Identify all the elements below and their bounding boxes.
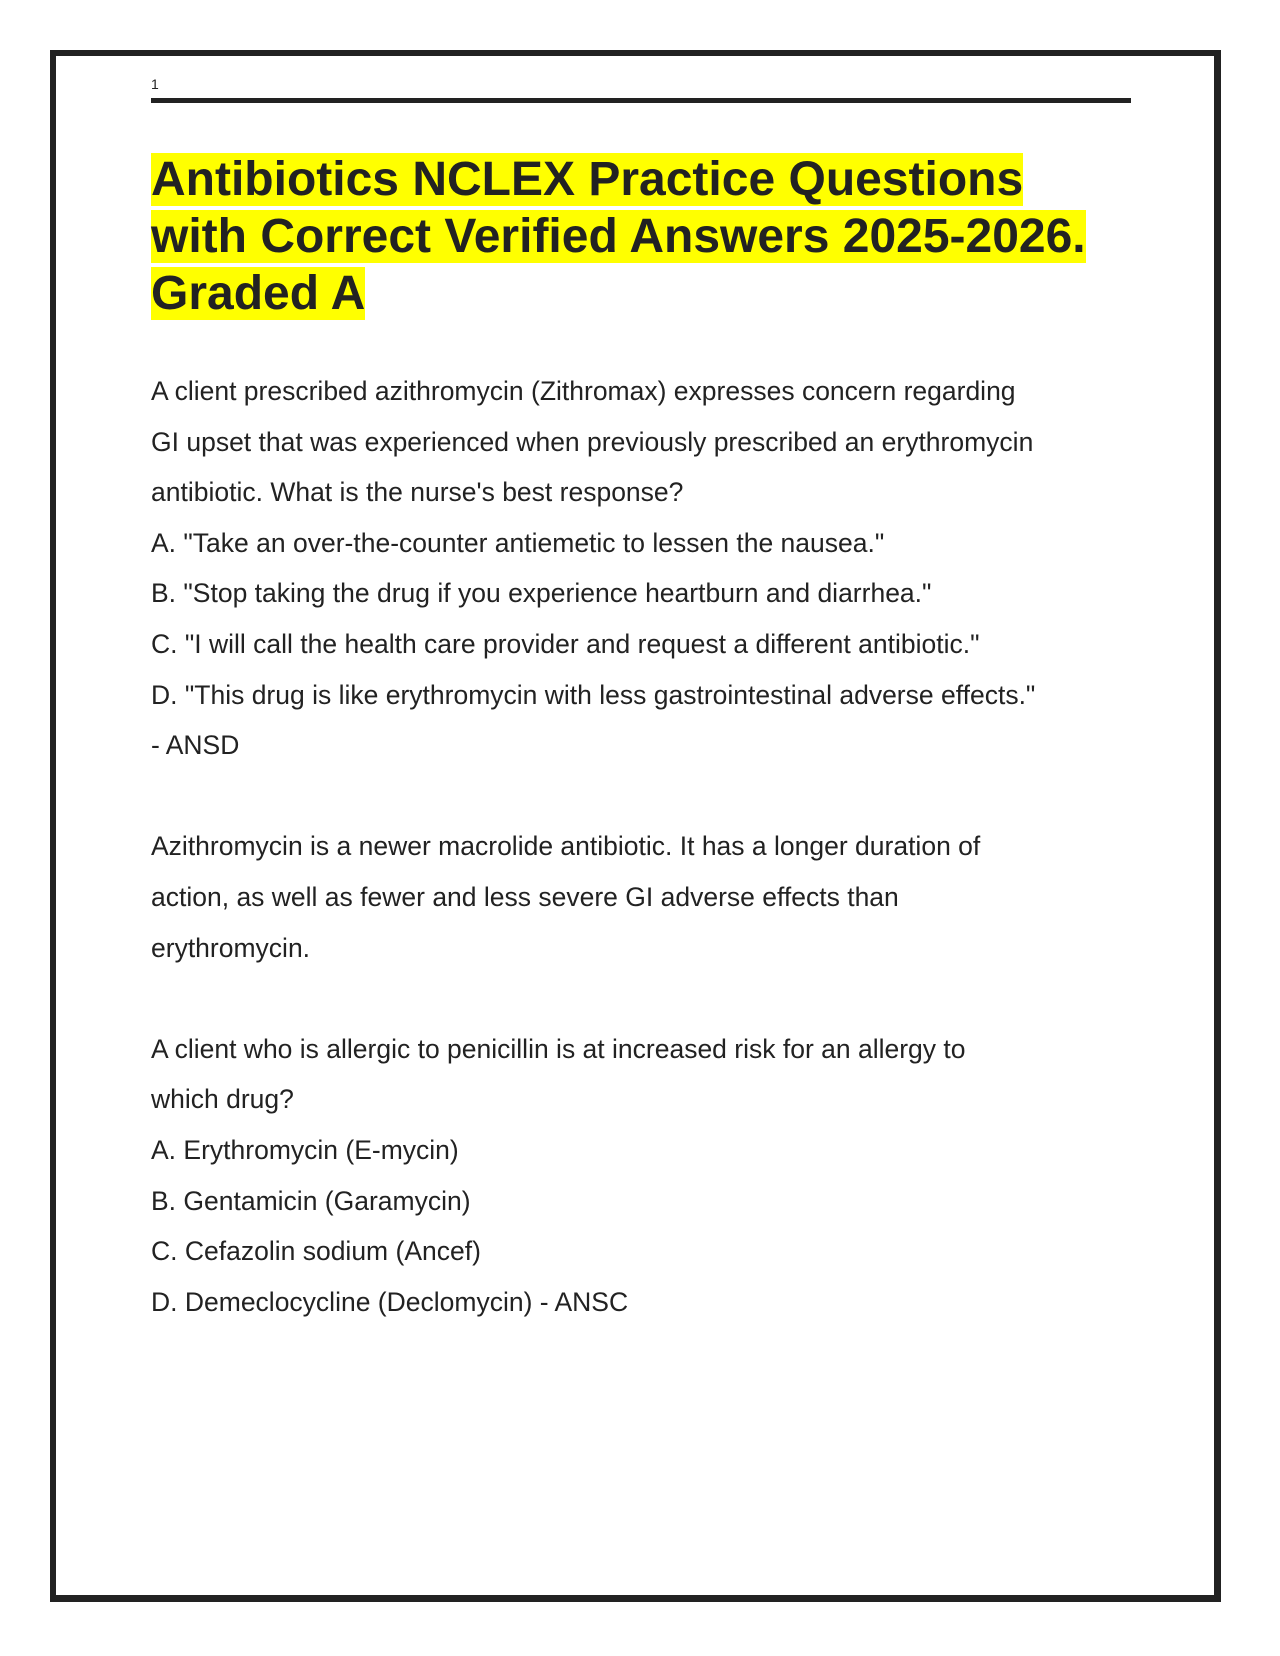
- answer-option-b: B. "Stop taking the drug if you experience heartburn and diarrhea.": [151, 578, 932, 609]
- question-stem-line: antibiotic. What is the nurse's best response?: [151, 477, 684, 508]
- document-content: [151, 76, 1131, 1327]
- answer-option-a: A. "Take an over-the-counter antiemetic to lessen the nausea.": [151, 527, 885, 558]
- page-number: 1: [151, 76, 159, 92]
- answer-option-b: B. Gentamicin (Garamycin): [151, 1185, 471, 1216]
- question-stem-line: A client prescribed azithromycin (Zithromax) expresses concern regarding: [151, 376, 1016, 406]
- rationale-line: action, as well as fewer and less severe GI adverse effects than: [151, 881, 899, 912]
- question-stem-line: which drug?: [151, 1084, 294, 1115]
- header-rule: [151, 98, 1131, 103]
- answer-option-c: C. Cefazolin sodium (Ancef): [151, 1236, 481, 1267]
- question-list: [151, 366, 1131, 1327]
- document-title-text: Antibiotics NCLEX Practice Questions with Correct Verified Answers 2025-2026. Graded A: [151, 153, 1086, 320]
- answer-option-c: C. "I will call the health care provider and request a different antibiotic.": [151, 628, 980, 659]
- answer-option-d: D. "This drug is like erythromycin with less gastrointestinal adverse effects.": [151, 679, 1036, 710]
- rationale-line: Azithromycin is a newer macrolide antibiotic. It has a longer duration of: [151, 831, 981, 862]
- correct-answer: - ANSD: [151, 730, 240, 761]
- answer-option-d: D. Demeclocycline (Declomycin) - ANSC: [151, 1286, 629, 1317]
- document-title: [151, 151, 1131, 322]
- spacer: [151, 973, 1131, 1024]
- spacer: [151, 771, 1131, 822]
- question-2: [151, 1024, 1131, 1328]
- question-1: [151, 366, 1131, 973]
- question-stem-line: GI upset that was experienced when previously prescribed an erythromycin: [151, 426, 1034, 457]
- rationale-line: erythromycin.: [151, 932, 311, 963]
- question-stem-line: A client who is allergic to penicillin is at increased risk for an allergy to: [151, 1033, 966, 1064]
- answer-option-a: A. Erythromycin (E-mycin): [151, 1134, 459, 1165]
